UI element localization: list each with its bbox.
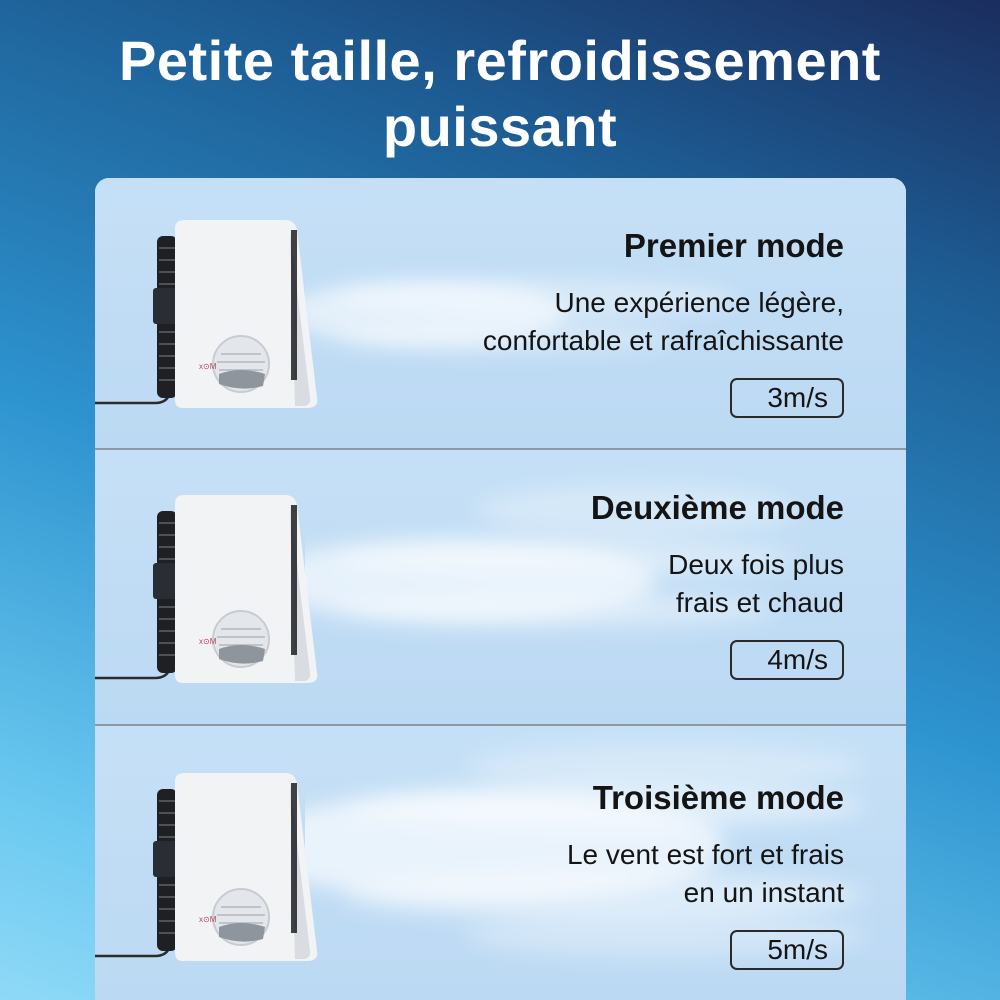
desk-fan-image-3 (95, 771, 325, 971)
modes-card (95, 178, 906, 1000)
mode-title: Troisième mode (592, 779, 844, 816)
mode-description (567, 836, 844, 912)
mode-description (591, 546, 844, 622)
mode-title: Premier mode (623, 227, 844, 264)
svg-text:x⊙M: x⊙M (199, 637, 217, 646)
headline (60, 28, 940, 160)
svg-text:x⊙M: x⊙M (199, 362, 217, 371)
svg-text:x⊙M: x⊙M (199, 915, 217, 924)
mode-description-line: Le vent est fort et frais (566, 839, 844, 870)
mode-description-line: en un instant (683, 877, 844, 908)
mode-title: Deuxième mode (590, 489, 844, 526)
speed-badge: 5m/s (730, 930, 844, 970)
mode-description-line: confortable et rafraîchissante (482, 325, 844, 356)
headline-line-1: Petite taille, refroidissement (119, 29, 881, 92)
desk-fan-image-2 (95, 493, 325, 693)
mode-panel-3 (95, 726, 906, 1000)
mode-description-line: frais et chaud (675, 587, 844, 618)
speed-badge: 3m/s (730, 378, 844, 418)
mode-description (483, 284, 844, 360)
mode-text-group-3 (567, 778, 844, 970)
mode-text-group-2 (591, 488, 844, 680)
mode-text-group-1 (483, 226, 844, 418)
mode-panel-1 (95, 178, 906, 448)
mode-description-line: Deux fois plus (668, 549, 844, 580)
mode-panel-2 (95, 450, 906, 724)
headline-line-2: puissant (382, 95, 618, 158)
speed-badge: 4m/s (730, 640, 844, 680)
mode-description-line: Une expérience légère, (554, 287, 844, 318)
desk-fan-image-1 (95, 218, 325, 418)
